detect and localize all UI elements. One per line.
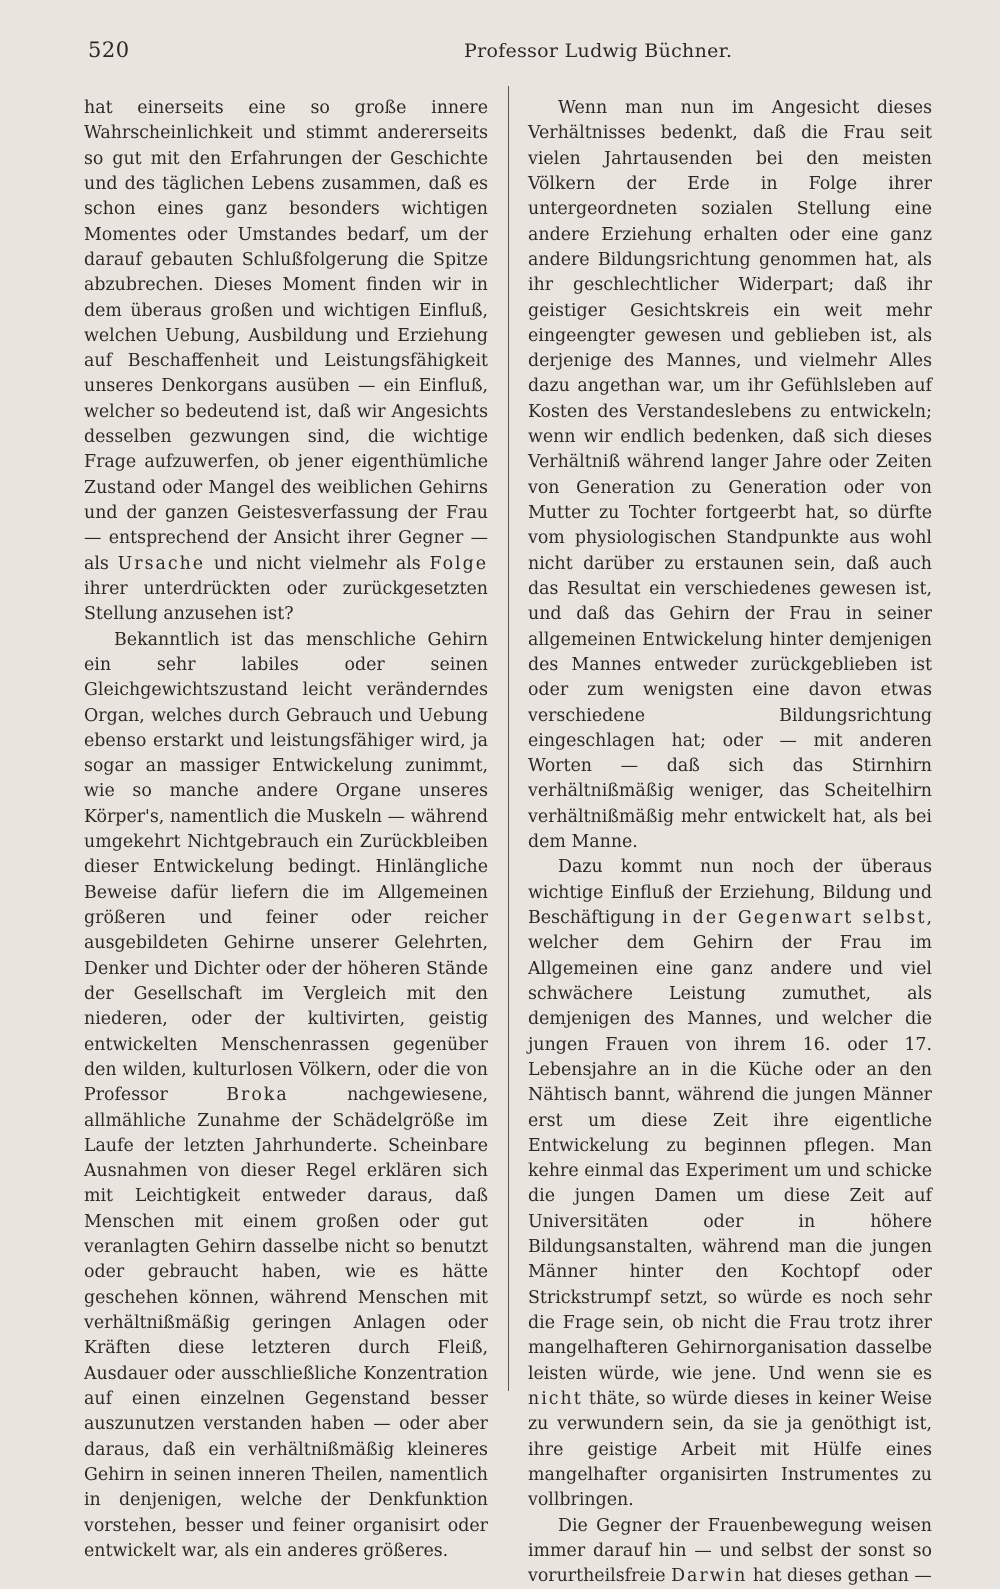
emphasis-spaced: Darwin [671, 1566, 747, 1586]
left-column [84, 96, 488, 1564]
running-head: Professor Ludwig Büchner. [464, 40, 732, 62]
paragraph [528, 1514, 932, 1589]
emphasis-spaced: nicht [528, 1389, 583, 1409]
paragraph [84, 628, 488, 1565]
text-run: thäte, so würde dieses in keiner Weise zu verwundern sein, da sie ja genöthigt ist, ihre geistige Arbeit mit Hülfe eines mangelhafter organisirten Instrumentes zu vollbringen. [528, 1389, 932, 1510]
right-column [528, 96, 932, 1589]
emphasis-spaced: Broka [226, 1085, 288, 1105]
emphasis-spaced: in der Gegenwart selbst [662, 908, 926, 928]
text-run: und nicht vielmehr als [214, 554, 421, 574]
text-run: ihrer unterdrückten oder zurückgesetzten Stellung anzusehen ist? [84, 579, 488, 624]
paragraph [528, 855, 932, 1513]
text-run: Bekanntlich ist das menschliche Gehirn ein sehr labiles oder seinen Gleichgewichtszustand leicht veränderndes Organ, welches durch Gebrauch und Uebung ebenso erstarkt und leistungsfähiger wird, ja sogar an massiger Entwickelung zunimmt, wie so manche andere Organe unseres Körper's, namentlich die Muskeln — während umgekehrt Nichtgebrauch ein Zurückbleiben dieser Entwickelung bedingt. Hinlängliche Beweise dafür liefern die im Allgemeinen größeren und feiner oder reicher ausgebildeten Gehirne unserer Gelehrten, Denker und Dichter oder der höheren Stände der Gesellschaft im Vergleich mit den niederen, oder der kultivirten, geistig entwickelten Menschenrassen gegenüber den wilden, kulturlosen Völkern, oder die von Professor [84, 630, 488, 1106]
page-header [82, 38, 932, 68]
text-run: hat dieses gethan — [753, 1566, 932, 1586]
column-divider [508, 86, 509, 1391]
paragraph [84, 96, 488, 628]
emphasis-spaced: Folge [429, 554, 488, 574]
text-run: Dazu kommt nun noch der überaus wichtige Einfluß der Erziehung, Bildung und Beschäftigung [528, 857, 932, 928]
text-run: Die Gegner der Frauenbewegung weisen immer darauf hin — und selbst der sonst so vorurtheilsfreie [528, 1516, 932, 1587]
text-run: nachgewiesene, allmähliche Zunahme der Schädelgröße im Laufe der letzten Jahrhunderte. Scheinbare Ausnahmen von dieser Regel erklären sich mit Leichtigkeit entweder daraus, daß Menschen mit einem großen oder gut veranlagten Gehirn dasselbe nicht so benutzt oder gebraucht haben, wie es hätte geschehen können, während Menschen mit verhältnißmäßig geringen Anlagen oder Kräften diese letzteren durch Fleiß, Ausdauer oder ausschließliche Konzentration auf einen einzelnen Gegenstand besser auszunutzen verstanden haben — oder aber daraus, daß ein verhältnißmäßig kleineres Gehirn in seinen inneren Theilen, namentlich in denjenigen, welche der Denkfunktion vorstehen, besser und feiner organisirt oder entwickelt war, als ein anderes größeres. [84, 1085, 488, 1561]
paragraph: Wenn man nun im Angesicht dieses Verhältnisses bedenkt, daß die Frau seit vielen Jahrtausenden bei den meisten Völkern der Erde in Folge ihrer untergeordneten sozialen Stellung eine andere Erziehung erhalten oder eine ganz andere Bildungsrichtung genommen hat, als ihr geschlechtlicher Widerpart; daß ihr geistiger Gesichtskreis ein weit mehr eingeengter gewesen und geblieben ist, als derjenige des Mannes, und vielmehr Alles dazu angethan war, um ihr Gefühlsleben auf Kosten des Verstandeslebens zu entwickeln; wenn wir endlich bedenken, daß sich dieses Verhältniß während langer Jahre oder Zeiten von Generation zu Generation oder von Mutter zu Tochter fortgeerbt hat, so dürfte vom physiologischen Standpunkte aus wohl nicht darüber zu erstaunen sein, daß auch das Resultat ein verschiedenes gewesen ist, und daß das Gehirn der Frau in seiner allgemeinen Entwickelung hinter demjenigen des Mannes entweder zurückgeblieben ist oder zum wenigsten eine davon etwas verschiedene Bildungsrichtung eingeschlagen hat; oder — mit anderen Worten — daß sich das Stirnhirn verhältnißmäßig weniger, das Scheitelhirn verhältnißmäßig mehr entwickelt hat, als bei dem Manne. [528, 96, 932, 855]
text-run: hat einerseits eine so große innere Wahrscheinlichkeit und stimmt andererseits so gut mit den Erfahrungen der Geschichte und des täglichen Lebens zusammen, daß es schon eines ganz besonders wichtigen Momentes oder Umstandes bedarf, um der darauf gebauten Schlußfolgerung die Spitze abzubrechen. Dieses Moment finden wir in dem überaus großen und wichtigen Einfluß, welchen Uebung, Ausbildung und Erziehung auf Beschaffenheit und Leistungsfähigkeit unseres Denkorgans ausüben — ein Einfluß, welcher so bedeutend ist, daß wir Angesichts desselben gezwungen sind, die wichtige Frage aufzuwerfen, ob jener eigenthümliche Zustand oder Mangel des weiblichen Gehirns und der ganzen Geistesverfassung der Frau — entsprechend der Ansicht ihrer Gegner — als [84, 98, 488, 574]
page-number: 520 [88, 38, 130, 62]
emphasis-spaced: Ursache [118, 554, 206, 574]
text-run: , welcher dem Gehirn der Frau im Allgemeinen eine ganz andere und viel schwächere Leistung zumuthet, als demjenigen des Mannes, und welcher die jungen Frauen von ihrem 16. oder 17. Lebensjahre an in die Küche oder an den Nähtisch bannt, während die jungen Männer erst um diese Zeit ihre eigentliche Entwickelung zu beginnen pflegen. Man kehre einmal das Experiment um und schicke die jungen Damen um diese Zeit auf Universitäten oder in höhere Bildungsanstalten, während man die jungen Männer hinter den Kochtopf oder Strickstrumpf setzt, so würde es noch sehr die Frage sein, ob nicht die Frau trotz ihrer mangelhafteren Gehirnorganisation dasselbe leisten würde, wie jene. Und wenn sie es [528, 908, 932, 1384]
